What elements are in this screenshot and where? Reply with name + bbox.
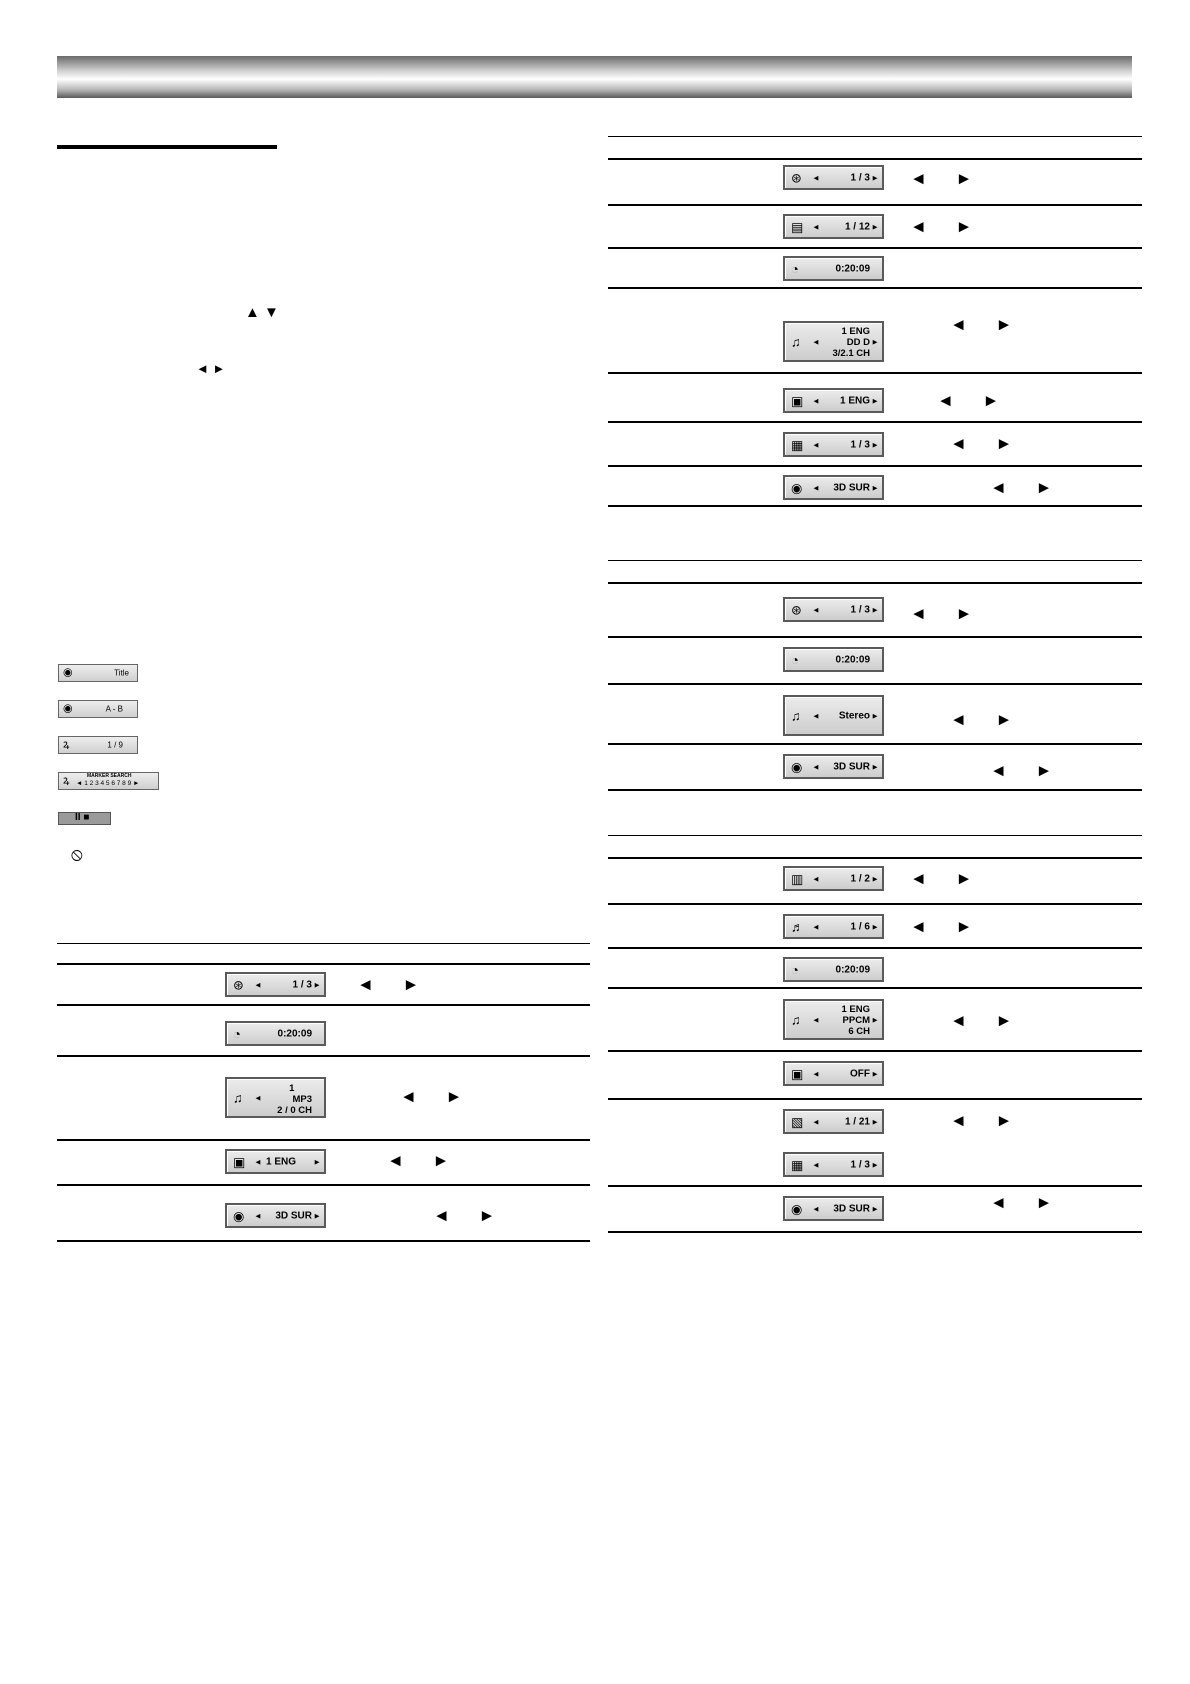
table-rule	[57, 1055, 590, 1057]
left-right-arrow-icon: ◄ ►	[910, 217, 985, 236]
left-right-arrow-icon: ◄ ►	[196, 361, 226, 376]
sound-icon: ◉	[791, 759, 803, 774]
section-header-banner	[57, 56, 1132, 98]
clock-icon: ◔	[791, 652, 799, 667]
osd-track-box: ♬ ◄ 1 / 6 ►	[783, 914, 884, 939]
disc-repeat-icon: ◉	[63, 666, 73, 679]
chapter-icon: ▤	[791, 219, 804, 234]
osd-angle-box: ▦ ◄ 1 / 3 ►	[783, 1152, 884, 1177]
osd-time-box: ◔ 0:20:09	[225, 1021, 326, 1046]
left-right-arrow-icon: ◄ ►	[990, 478, 1065, 497]
osd-audio-box: ♫ ◄ Stereo ►	[783, 695, 884, 736]
repeat-title-indicator: ◉ Title	[58, 664, 138, 682]
section-title-rule	[57, 145, 277, 149]
left-right-arrow-icon: ◄ ►	[950, 1111, 1025, 1130]
repeat-ab-indicator: ◉ A - B	[58, 700, 138, 718]
table-rule	[57, 963, 590, 965]
prohibited-icon: ⦸	[71, 844, 83, 864]
osd-subtitle-box: ▣ ◄ 1 ENG ►	[225, 1149, 326, 1174]
clock-icon: ◔	[791, 962, 799, 977]
osd-scene-box: ▧ ◄ 1 / 21 ►	[783, 1109, 884, 1134]
left-right-arrow-icon: ◄ ►	[910, 604, 985, 623]
table-rule	[608, 582, 1142, 584]
marker-icon: ꝝ	[63, 738, 70, 751]
left-right-arrow-icon: ◄ ►	[910, 169, 985, 188]
osd-chapter-box: ▤ ◄ 1 / 12 ►	[783, 214, 884, 239]
osd-audio-box: ♫ ◄ 1 ENG PPCM 6 CH ►	[783, 999, 884, 1040]
left-right-arrow-icon: ◄ ►	[950, 710, 1025, 729]
table-rule	[608, 421, 1142, 423]
marker-search-indicator: ꝝ MARKER SEARCH ◄ 1 2 3 4 5 6 7 8 9 ►	[58, 772, 159, 790]
table-rule	[57, 1240, 590, 1242]
osd-title-box: ⊛ ◄ 1 / 3 ►	[225, 972, 326, 997]
table-rule	[608, 835, 1142, 836]
pause-stop-indicator	[58, 812, 111, 825]
program-icon: ▥	[791, 871, 804, 886]
table-rule	[608, 1231, 1142, 1233]
table-rule	[57, 1004, 590, 1006]
left-right-arrow-icon: ◄ ►	[990, 1193, 1065, 1212]
audio-icon: ♫	[233, 1090, 243, 1105]
audio-icon: ♫	[791, 1012, 801, 1027]
osd-time-box: ◔ 0:20:09	[783, 647, 884, 672]
clock-icon: ◔	[233, 1026, 241, 1041]
table-rule	[608, 204, 1142, 206]
table-rule	[608, 505, 1142, 507]
table-rule	[608, 287, 1142, 289]
table-rule	[608, 683, 1142, 685]
left-right-arrow-icon: ◄ ►	[400, 1087, 475, 1106]
track-icon: ♬	[791, 919, 804, 934]
title-icon: ⊛	[233, 977, 244, 992]
osd-sound-box: ◉ ◄ 3D SUR ►	[783, 754, 884, 779]
subtitle-icon: ▣	[791, 393, 804, 408]
left-right-arrow-icon: ◄ ►	[950, 434, 1025, 453]
clock-icon: ◔	[791, 261, 799, 276]
table-rule	[57, 1139, 590, 1141]
table-rule	[608, 743, 1142, 745]
subtitle-icon: ▣	[233, 1154, 246, 1169]
table-rule	[608, 789, 1142, 791]
table-rule	[608, 247, 1142, 249]
osd-title-box: ⊛ ◄ 1 / 3 ►	[783, 165, 884, 190]
left-right-arrow-icon: ◄ ►	[357, 975, 432, 994]
table-rule	[608, 1185, 1142, 1187]
scene-icon: ▧	[791, 1114, 804, 1129]
table-rule	[608, 947, 1142, 949]
table-rule	[608, 987, 1142, 989]
table-rule	[57, 943, 590, 944]
left-right-arrow-icon: ◄ ►	[950, 1011, 1025, 1030]
table-rule	[608, 857, 1142, 859]
osd-subtitle-box: ▣ ◄ OFF ►	[783, 1061, 884, 1086]
title-icon: ⊛	[791, 170, 802, 185]
table-rule	[608, 372, 1142, 374]
marker-indicator: ꝝ 1 / 9	[58, 736, 138, 754]
osd-audio-box: ♫ ◄ 1 ENG DD D 3/2.1 CH ►	[783, 321, 884, 362]
sound-icon: ◉	[791, 1201, 803, 1216]
table-rule	[608, 636, 1142, 638]
table-rule	[608, 136, 1142, 137]
left-right-arrow-icon: ◄ ►	[950, 315, 1025, 334]
left-right-arrow-icon: ◄ ►	[910, 917, 985, 936]
left-right-arrow-icon: ◄ ►	[387, 1151, 462, 1170]
table-rule	[608, 158, 1142, 160]
osd-subtitle-box: ▣ ◄ 1 ENG ►	[783, 388, 884, 413]
left-right-arrow-icon: ◄ ►	[433, 1206, 508, 1225]
table-rule	[608, 465, 1142, 467]
osd-sound-box: ◉ ◄ 3D SUR ►	[783, 475, 884, 500]
osd-sound-box: ◉ ◄ 3D SUR ►	[783, 1196, 884, 1221]
angle-icon: ▦	[791, 437, 804, 452]
left-right-arrow-icon: ◄ ►	[990, 761, 1065, 780]
osd-sound-box: ◉ ◄ 3D SUR ►	[225, 1203, 326, 1228]
marker-search-icon: ꝝ	[63, 774, 70, 787]
left-right-arrow-icon: ◄ ►	[937, 391, 1012, 410]
pause-stop-icon: II ■	[75, 812, 90, 823]
table-rule	[608, 560, 1142, 561]
title-icon: ⊛	[791, 602, 802, 617]
osd-time-box: ◔ 0:20:09	[783, 256, 884, 281]
osd-title-box: ⊛ ◄ 1 / 3 ►	[783, 597, 884, 622]
left-right-arrow-icon: ◄ ►	[910, 869, 985, 888]
angle-icon: ▦	[791, 1157, 804, 1172]
osd-audio-box: ♫ ◄ 1 MP3 2 / 0 CH	[225, 1077, 326, 1118]
audio-icon: ♫	[791, 708, 801, 723]
audio-icon: ♫	[791, 334, 801, 349]
sound-icon: ◉	[791, 480, 803, 495]
table-rule	[608, 1098, 1142, 1100]
osd-program-box: ▥ ◄ 1 / 2 ►	[783, 866, 884, 891]
osd-angle-box: ▦ ◄ 1 / 3 ►	[783, 432, 884, 457]
table-rule	[608, 903, 1142, 905]
subtitle-icon: ▣	[791, 1066, 804, 1081]
table-rule	[57, 1184, 590, 1186]
up-down-arrow-icon: ▲ ▼	[245, 304, 279, 321]
disc-repeat-icon: ◉	[63, 702, 73, 715]
osd-time-box: ◔ 0:20:09	[783, 957, 884, 982]
sound-icon: ◉	[233, 1208, 245, 1223]
table-rule	[608, 1050, 1142, 1052]
